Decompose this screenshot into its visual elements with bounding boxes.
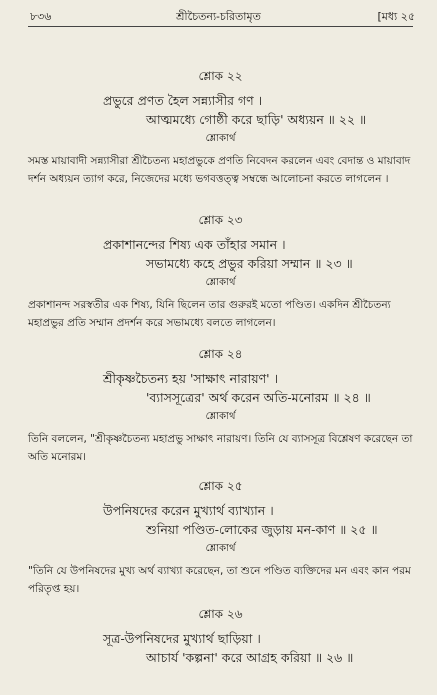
- verse-heading: শ্লোক ২৪: [198, 347, 243, 361]
- translation-heading: শ্লোকার্থ: [205, 411, 236, 422]
- verse-26: [28, 606, 413, 667]
- chapter-marker: [মধ্য ২৫: [377, 10, 415, 23]
- translation-text: প্রকাশানন্দ সরস্বতীর এক শিষ্য, যিনি ছিলেন তার গুরুরই মতো পণ্ডিত। একদিন শ্রীচৈতন্য মহাপ্রভুর প্রতি সম্মান প্রদর্শন করে সভামধ্যে বলতে লাগলেন।: [28, 299, 391, 329]
- verse-line-2: আচার্য 'কল্পনা' করে আগ্রহ করিয়া ॥ ২৬ ॥: [146, 650, 354, 665]
- translation-text: তিনি বললেন, "শ্রীকৃষ্ণচৈতন্য মহাপ্রভু সাক্ষাৎ নারায়ণ। তিনি যে ব্যাসসূত্র বিশ্লেষণ করেছেন তা অতি মনোরম।: [28, 433, 413, 463]
- verse-heading: শ্লোক ২৫: [198, 479, 243, 493]
- translation-heading: শ্লোকার্থ: [205, 133, 236, 144]
- translation-text: সমস্ত মায়াবাদী সন্ন্যাসীরা শ্রীচৈতন্য মহাপ্রভুকে প্রণতি নিবেদন করলেন এবং বেদান্ত ও মায়াবাদ দর্শন অধ্যয়ন ত্যাগ করে, নিজেদের মধ্যে ভগবত্তত্ত্ব সম্বন্ধে আলোচনা করতে লাগলেন ।: [28, 155, 411, 185]
- running-title: শ্রীচৈতন্য-চরিতামৃত: [176, 10, 261, 23]
- verse-line-1: সূত্র-উপনিষদের মুখ্যার্থ ছাড়িয়া ।: [103, 631, 261, 646]
- verse-heading: শ্লোক ২৬: [198, 607, 243, 621]
- verse-25: [28, 478, 413, 598]
- translation-heading: শ্লোকার্থ: [205, 543, 236, 554]
- verse-line-1: উপনিষদের করেন মুখ্যার্থ ব্যাখ্যান ।: [103, 503, 274, 518]
- page-number: ৮৩৬: [30, 10, 52, 23]
- verse-line-2: সভামধ্যে কহে প্রভুর করিয়া সম্মান ॥ ২৩ ॥: [146, 256, 353, 271]
- translation-text: "তিনি যে উপনিষদের মুখ্য অর্থ ব্যাখ্যা করেছেন, তা শুনে পণ্ডিত ব্যক্তিদের মন এবং কান পরম পরিতৃপ্ত হয়।: [28, 565, 411, 595]
- verse-line-2: 'ব্যাসসূত্রের' অর্থ করেন অতি-মনোরম ॥ ২৪ ॥: [146, 390, 371, 405]
- verse-line-1: প্রভুরে প্রণত হৈল সন্ন্যাসীর গণ ।: [103, 93, 263, 108]
- verse-line-2: শুনিয়া পণ্ডিত-লোকের জুড়ায় মন-কাণ ॥ ২৫ ॥: [146, 522, 378, 537]
- header-rule: [28, 26, 413, 27]
- translation-heading: শ্লোকার্থ: [205, 277, 236, 288]
- verse-22: [28, 68, 413, 188]
- verse-23: [28, 212, 413, 332]
- verse-heading: শ্লোক ২২: [198, 69, 243, 83]
- verse-heading: শ্লোক ২৩: [198, 213, 243, 227]
- verse-24: [28, 346, 413, 466]
- verse-line-2: আত্মমধ্যে গোষ্ঠী করে ছাড়ি' অধ্যয়ন ॥ ২২ ॥: [146, 112, 367, 127]
- verse-line-1: প্রকাশানন্দের শিষ্য এক তাঁহার সমান ।: [103, 237, 286, 252]
- verse-line-1: শ্রীকৃষ্ণচৈতন্য হয় 'সাক্ষাৎ নারায়ণ' ।: [103, 371, 279, 386]
